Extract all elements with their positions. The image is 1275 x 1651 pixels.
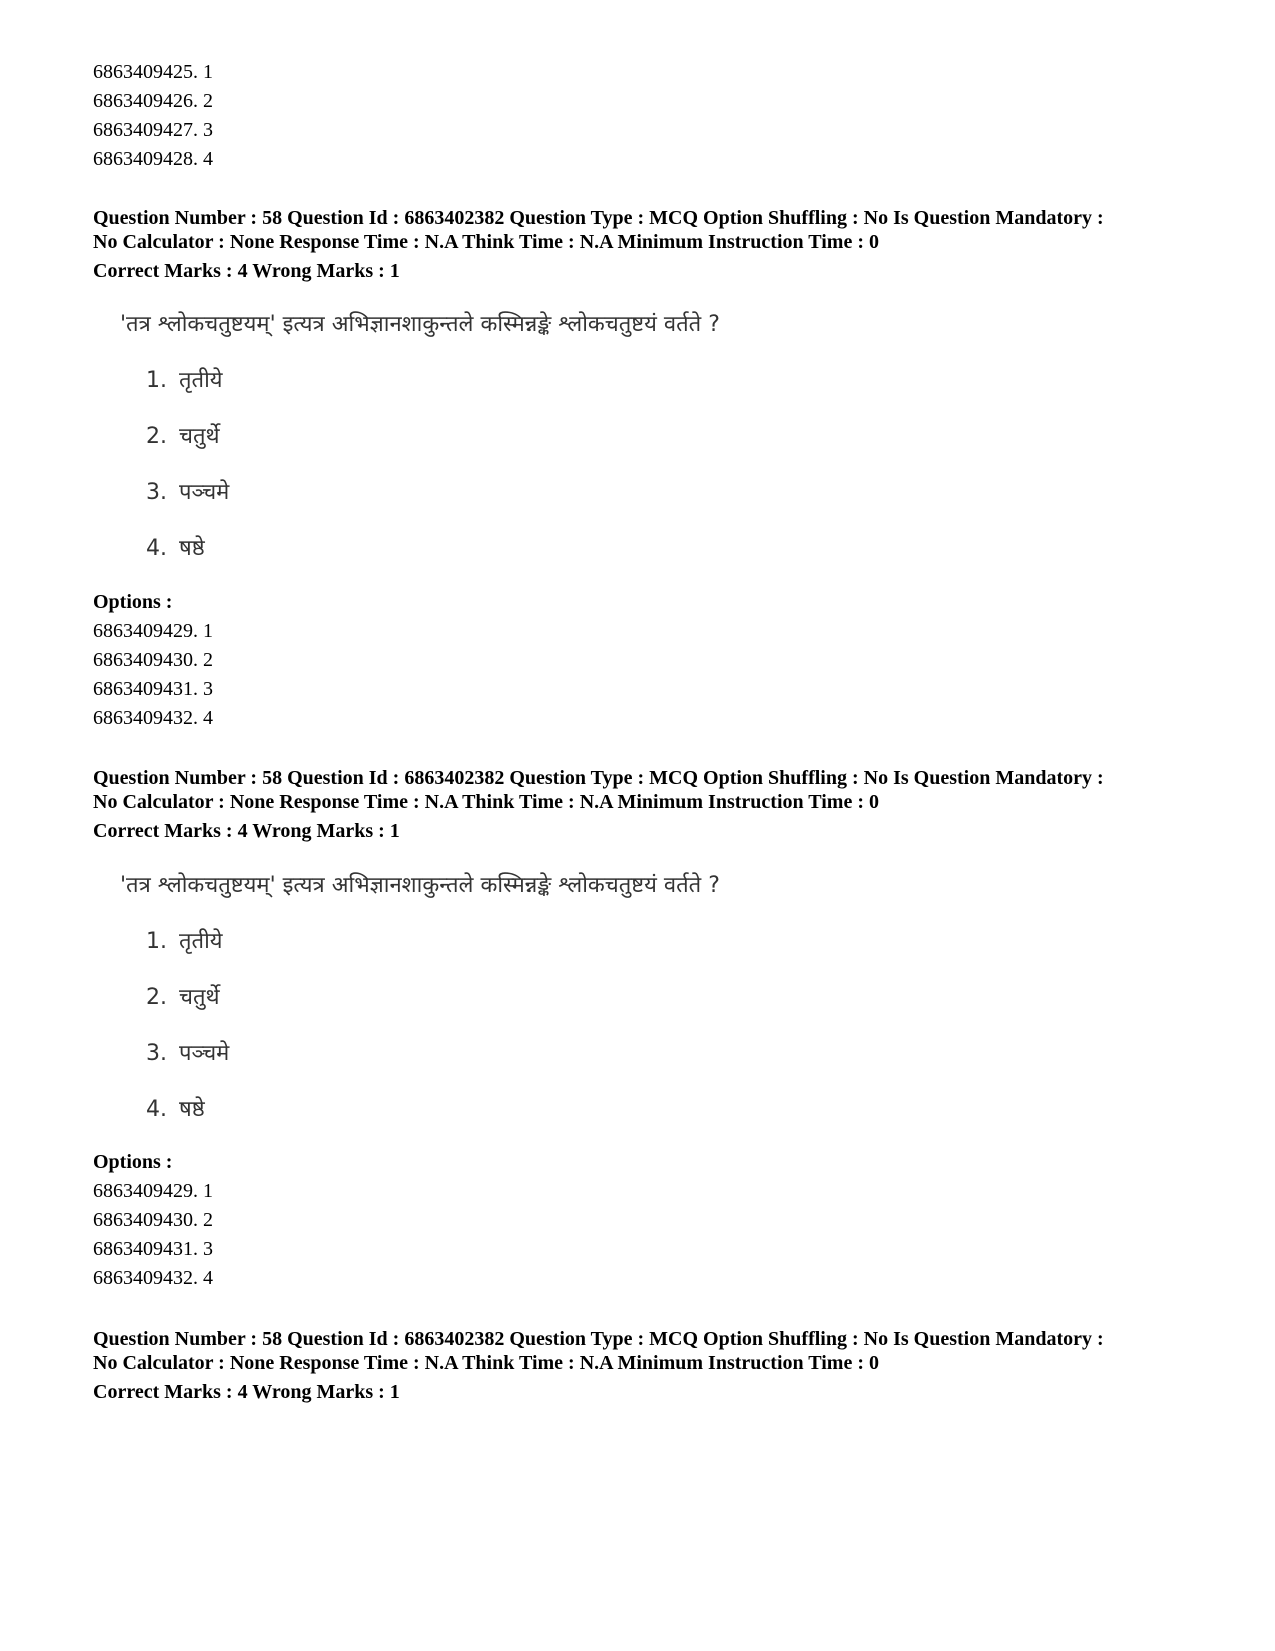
choice-item	[146, 1039, 229, 1069]
previous-options-list	[93, 58, 213, 174]
choice-number: 4.	[146, 1097, 167, 1122]
choice-item	[146, 983, 220, 1013]
question-image	[120, 871, 820, 1141]
options-list	[93, 1177, 213, 1293]
choice-item	[146, 478, 229, 508]
option-line: 6863409432. 4	[93, 1267, 213, 1289]
option-line: 6863409426. 2	[93, 90, 213, 112]
option-line: 6863409429. 1	[93, 620, 213, 642]
choice-text: चतुर्थे	[179, 985, 220, 1010]
option-line: 6863409427. 3	[93, 119, 213, 141]
question-meta-line2: No Calculator : None Response Time : N.A Think Time : N.A Minimum Instruction Time : 0	[93, 231, 879, 253]
option-line: 6863409430. 2	[93, 1209, 213, 1231]
option-line: 6863409428. 4	[93, 148, 213, 170]
option-line: 6863409431. 3	[93, 678, 213, 700]
question-marks: Correct Marks : 4 Wrong Marks : 1	[93, 260, 400, 282]
options-list	[93, 617, 213, 733]
question-header	[93, 1327, 1213, 1404]
choice-text: तृतीये	[179, 929, 223, 954]
question-meta-line1: Question Number : 58 Question Id : 6863402382 Question Type : MCQ Option Shuffling : No Is Question Mandatory :	[93, 207, 1104, 229]
choice-number: 3.	[146, 480, 167, 505]
choice-number: 1.	[146, 929, 167, 954]
question-header	[93, 766, 1213, 843]
option-line: 6863409432. 4	[93, 707, 213, 729]
question-text: 'तत्र श्लोकचतुष्टयम्' इत्यत्र अभिज्ञानशाकुन्तले कस्मिन्नङ्के श्लोकचतुष्टयं वर्तते ?	[120, 873, 720, 898]
option-line: 6863409425. 1	[93, 61, 213, 83]
options-label: Options :	[93, 1151, 173, 1173]
question-meta-line1: Question Number : 58 Question Id : 6863402382 Question Type : MCQ Option Shuffling : No Is Question Mandatory :	[93, 1328, 1104, 1350]
choice-number: 1.	[146, 368, 167, 393]
choice-number: 2.	[146, 424, 167, 449]
choice-number: 4.	[146, 536, 167, 561]
choice-text: पञ्चमे	[179, 1041, 230, 1066]
question-text: 'तत्र श्लोकचतुष्टयम्' इत्यत्र अभिज्ञानशाकुन्तले कस्मिन्नङ्के श्लोकचतुष्टयं वर्तते ?	[120, 312, 720, 337]
choice-number: 3.	[146, 1041, 167, 1066]
choice-number: 2.	[146, 985, 167, 1010]
choice-text: तृतीये	[179, 368, 223, 393]
option-line: 6863409431. 3	[93, 1238, 213, 1260]
choice-text: षष्ठे	[179, 1097, 205, 1122]
option-line: 6863409430. 2	[93, 649, 213, 671]
question-marks: Correct Marks : 4 Wrong Marks : 1	[93, 1381, 400, 1403]
choice-item	[146, 927, 223, 957]
choice-text: पञ्चमे	[179, 480, 230, 505]
choice-text: चतुर्थे	[179, 424, 220, 449]
choice-item	[146, 534, 205, 564]
options-label: Options :	[93, 591, 173, 613]
choice-text: षष्ठे	[179, 536, 205, 561]
question-meta-line2: No Calculator : None Response Time : N.A Think Time : N.A Minimum Instruction Time : 0	[93, 791, 879, 813]
question-meta-line1: Question Number : 58 Question Id : 6863402382 Question Type : MCQ Option Shuffling : No Is Question Mandatory :	[93, 767, 1104, 789]
option-line: 6863409429. 1	[93, 1180, 213, 1202]
choice-item	[146, 422, 220, 452]
question-image	[120, 310, 820, 580]
choice-item	[146, 1095, 205, 1125]
question-marks: Correct Marks : 4 Wrong Marks : 1	[93, 820, 400, 842]
choice-item	[146, 366, 223, 396]
question-header	[93, 206, 1213, 283]
question-meta-line2: No Calculator : None Response Time : N.A Think Time : N.A Minimum Instruction Time : 0	[93, 1352, 879, 1374]
